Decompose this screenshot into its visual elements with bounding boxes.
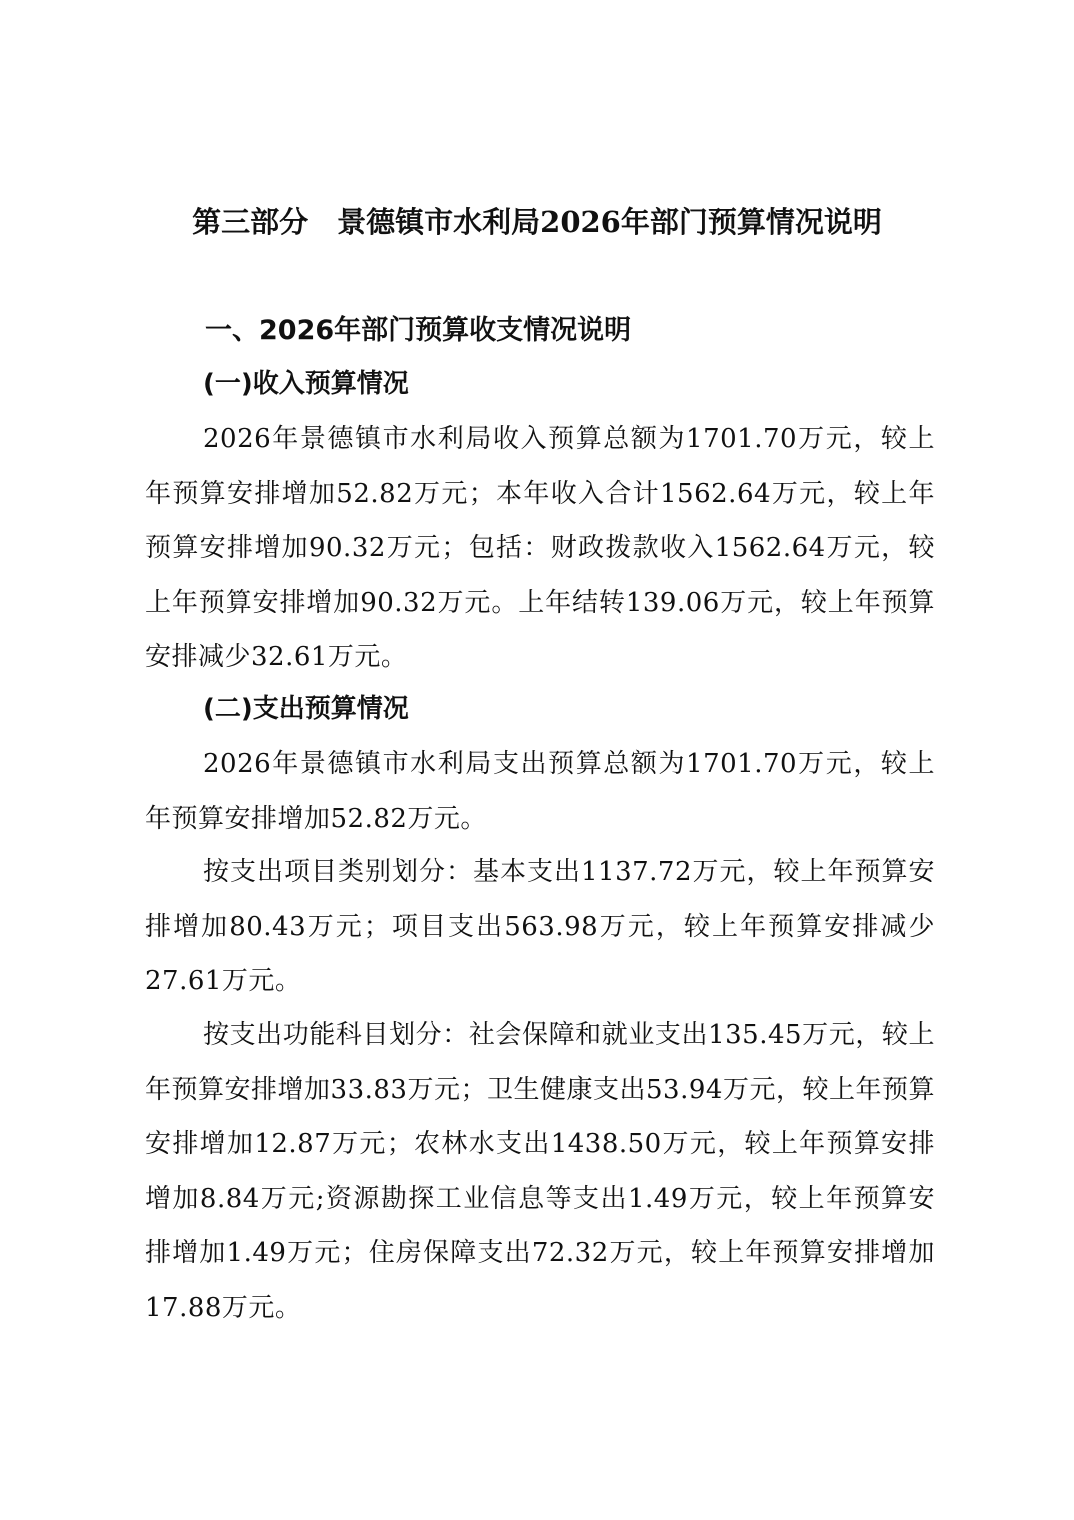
paragraph-expenditure-by-item: 按支出项目类别划分：基本支出1137.72万元，较上年预算安排增加80.43万元；项目支出563.98万元，较上年预算安排减少27.61万元。 (145, 857, 935, 996)
subheading-expenditure-budget: (二)支出预算情况 (203, 694, 409, 724)
document-title: 第三部分 景德镇市水利局2026年部门预算情况说明 (192, 205, 882, 239)
section-heading-budget-overview: 一、2026年部门预算收支情况说明 (205, 315, 632, 346)
paragraph-expenditure-total: 2026年景德镇市水利局支出预算总额为1701.70万元，较上年预算安排增加52.82万元。 (145, 749, 935, 834)
paragraph-expenditure-by-function: 按支出功能科目划分：社会保障和就业支出135.45万元，较上年预算安排增加33.83万元；卫生健康支出53.94万元，较上年预算安排增加12.87万元；农林水支出1438.50万元，较上年预算安排增加8.84万元;资源勘探工业信息等支出1.49万元，较上年预算安排增加1.49万元；住房保障支出72.32万元，较上年预算安排增加17.88万元。 (145, 1020, 935, 1323)
paragraph-income-budget: 2026年景德镇市水利局收入预算总额为1701.70万元，较上年预算安排增加52.82万元；本年收入合计1562.64万元，较上年预算安排增加90.32万元；包括：财政拨款收入1562.64万元，较上年预算安排增加90.32万元。上年结转139.06万元，较上年预算安排减少32.61万元。 (145, 424, 935, 672)
subheading-income-budget: (一)收入预算情况 (203, 369, 409, 399)
